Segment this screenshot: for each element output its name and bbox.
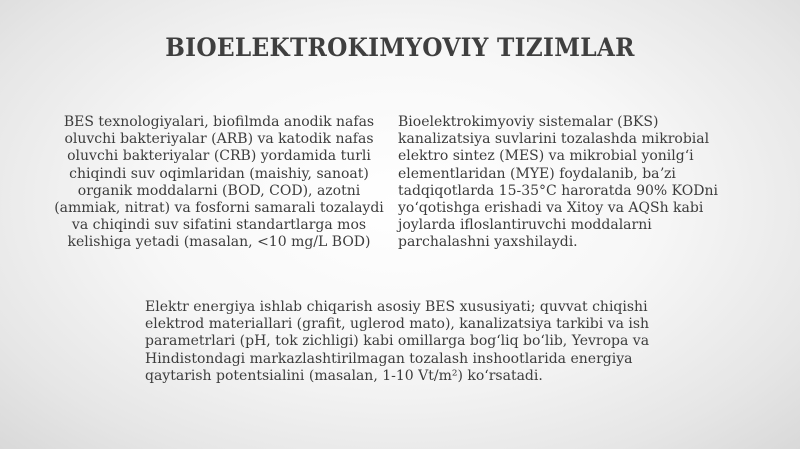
slide-title: BIOELEKTROKIMYOVIY TIZIMLAR bbox=[165, 33, 635, 62]
left-paragraph: BES texnologiyalari, biofilmda anodik nafas oluvchi bakteriyalar (ARB) va katodik nafas oluvchi bakteriyalar (CRB) yordamida turli chiqindi suv oqimlaridan (maishiy, sanoat) organik moddalarni (BOD, COD), azotni (ammiak, nitrat) va fosforni samarali tozalaydi va chiqindi suv sifatini standartlarga mos kelishiga yetadi (masalan, <10 mg/L BOD) bbox=[54, 114, 384, 251]
right-paragraph: Bioelektrokimyoviy sistemalar (BKS) kanalizatsiya suvlarini tozalashda mikrobial elektro sintez (MES) va mikrobial yonilgʻi elementlaridan (MYE) foydalanib, baʼzi tadqiqotlarda 15-35°C haroratda 90% KODni yoʻqotishga erishadi va Xitoy va AQSh kabi joylarda ifloslantiruvchi moddalarni parchalashni yaxshilaydi. bbox=[398, 114, 718, 251]
bottom-paragraph: Elektr energiya ishlab chiqarish asosiy BES xususiyati; quvvat chiqishi elektrod materiallari (grafit, uglerod mato), kanalizatsiya tarkibi va ish parametrlari (pH, tok zichligi) kabi omillarga bogʻliq boʻlib, Yevropa va Hindistondagi markazlashtirilmagan tozalash inshootlarida energiya qaytarish potentsialini (masalan, 1-10 Vt/m²) koʻrsatadi. bbox=[145, 299, 650, 384]
